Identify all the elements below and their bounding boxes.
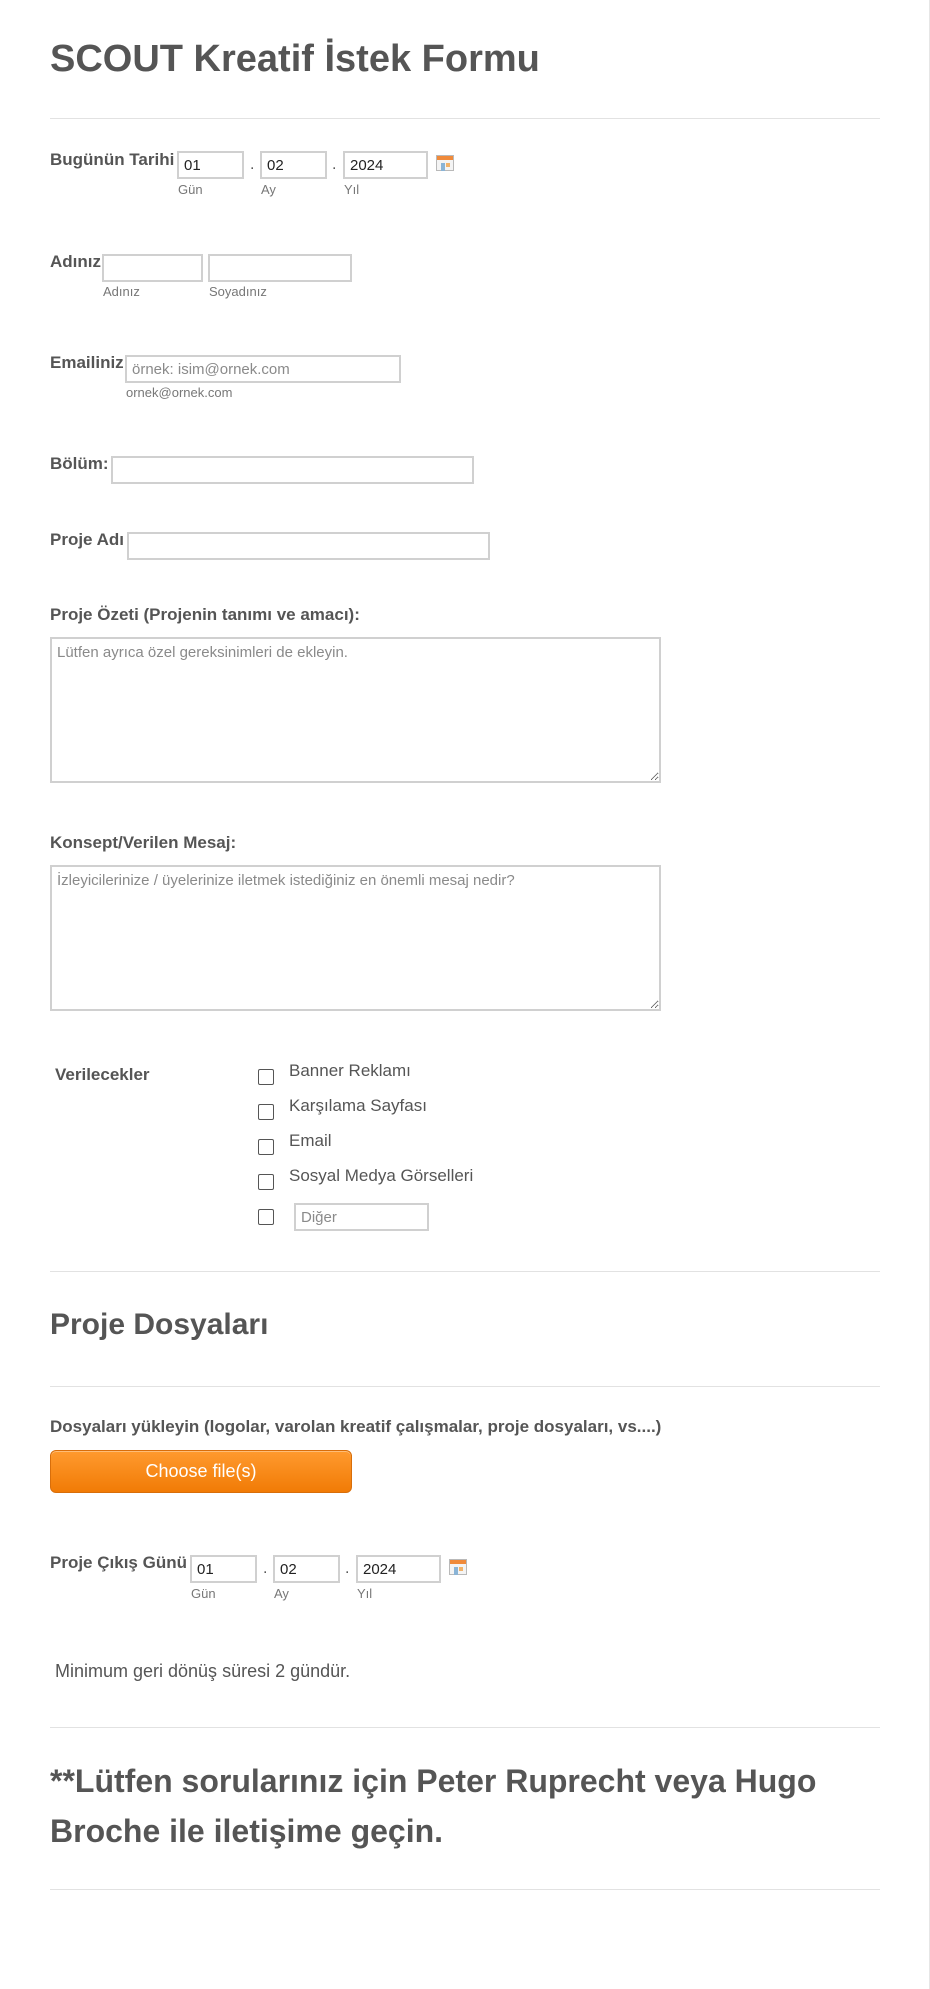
day-sublabel: Gün: [191, 1586, 216, 1601]
contact-note: **Lütfen sorularınız için Peter Ruprecht veya Hugo Broche ile iletişime geçin.: [50, 1763, 817, 1849]
section-heading: Proje Dosyaları: [50, 1308, 269, 1341]
summary-textarea[interactable]: [50, 637, 661, 783]
email-label: Emailiniz: [50, 353, 124, 372]
today-month-input[interactable]: [260, 151, 327, 179]
date-separator: .: [250, 156, 255, 173]
project-name-input[interactable]: [127, 532, 490, 560]
calendar-icon[interactable]: [449, 1559, 467, 1575]
year-sublabel: Yıl: [357, 1586, 373, 1601]
calendar-icon[interactable]: [436, 155, 454, 171]
checkbox-label: Banner Reklamı: [289, 1061, 411, 1080]
checkbox-landing-page[interactable]: [258, 1104, 274, 1120]
checkbox-label: Email: [289, 1131, 332, 1150]
date-separator: .: [332, 156, 337, 173]
department-input[interactable]: [111, 456, 474, 484]
divider: [50, 1271, 880, 1272]
summary-label: Proje Özeti (Projenin tanımı ve amacı):: [50, 605, 360, 624]
email-input[interactable]: [125, 355, 401, 383]
choose-files-button[interactable]: Choose file(s): [50, 1450, 352, 1493]
first-name-sublabel: Adınız: [103, 284, 140, 299]
divider: [50, 118, 880, 119]
month-sublabel: Ay: [274, 1586, 289, 1601]
email-sublabel: ornek@ornek.com: [126, 385, 233, 400]
date-separator: .: [263, 1560, 268, 1577]
project-name-label: Proje Adı: [50, 530, 124, 549]
form-title: SCOUT Kreatif İstek Formu: [50, 38, 540, 80]
today-date-label: Bugünün Tarihi: [50, 150, 175, 169]
concept-textarea[interactable]: [50, 865, 661, 1011]
date-separator: .: [345, 1560, 350, 1577]
checkbox-social-media[interactable]: [258, 1174, 274, 1190]
checkbox-email[interactable]: [258, 1139, 274, 1155]
department-label: Bölüm:: [50, 454, 109, 473]
upload-label: Dosyaları yükleyin (logolar, varolan kreatif çalışmalar, proje dosyaları, vs....): [50, 1417, 662, 1436]
year-sublabel: Yıl: [344, 182, 360, 197]
checkbox-banner[interactable]: [258, 1069, 274, 1085]
concept-label: Konsept/Verilen Mesaj:: [50, 833, 237, 852]
last-name-sublabel: Soyadınız: [209, 284, 267, 299]
divider: [50, 1727, 880, 1728]
name-label: Adınız: [50, 252, 101, 271]
first-name-input[interactable]: [102, 254, 203, 282]
deliverables-label: Verilecekler: [55, 1065, 150, 1084]
checkbox-other[interactable]: [258, 1209, 274, 1225]
turnaround-note: Minimum geri dönüş süresi 2 gündür.: [55, 1661, 351, 1681]
other-input[interactable]: [294, 1203, 429, 1231]
release-month-input[interactable]: [273, 1555, 340, 1583]
last-name-input[interactable]: [208, 254, 352, 282]
day-sublabel: Gün: [178, 182, 203, 197]
checkbox-label: Karşılama Sayfası: [289, 1096, 427, 1115]
today-day-input[interactable]: [177, 151, 244, 179]
today-year-input[interactable]: [343, 151, 428, 179]
divider: [50, 1889, 880, 1890]
checkbox-label: Sosyal Medya Görselleri: [289, 1166, 474, 1185]
divider: [50, 1386, 880, 1387]
release-year-input[interactable]: [356, 1555, 441, 1583]
release-date-label: Proje Çıkış Günü: [50, 1553, 187, 1572]
release-day-input[interactable]: [190, 1555, 257, 1583]
month-sublabel: Ay: [261, 182, 276, 197]
